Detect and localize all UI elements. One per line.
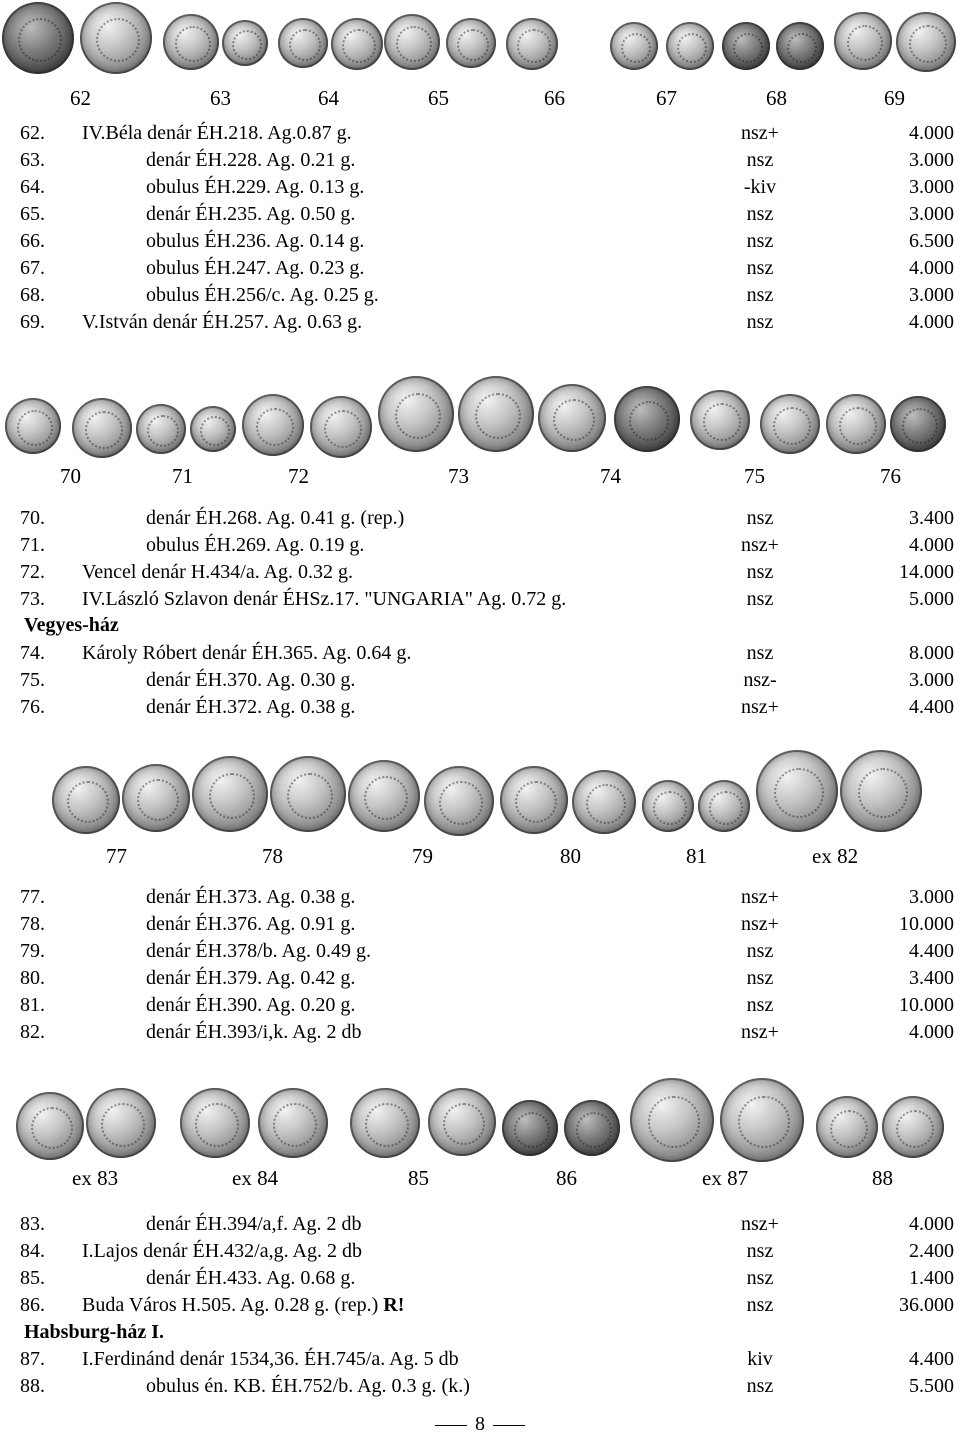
coin-label: 69 xyxy=(884,86,905,110)
coin-image xyxy=(776,22,824,70)
coin-label: 80 xyxy=(560,844,581,868)
coin-image xyxy=(458,376,534,452)
lot-description: denár ÉH.370. Ag. 0.30 g. xyxy=(146,669,356,691)
coin-label: 76 xyxy=(880,464,901,488)
coin-image xyxy=(270,756,346,832)
lot-number: 72. xyxy=(20,561,45,583)
lot-number: 77. xyxy=(20,886,45,908)
coin-label: ex 84 xyxy=(232,1166,279,1190)
lot-price: 4.000 xyxy=(909,257,954,279)
lot-price: 4.400 xyxy=(909,696,954,718)
coin-photo-strip-4 xyxy=(0,1074,960,1164)
page-number: 8 xyxy=(475,1413,485,1435)
coin-image xyxy=(826,394,886,454)
lot-price: 3.000 xyxy=(909,886,954,908)
lot-description: I.Ferdinánd denár 1534,36. ÉH.745/a. Ag. 5 db xyxy=(82,1348,459,1370)
coin-image xyxy=(890,396,946,452)
lot-grade: nsz xyxy=(746,149,774,171)
lot-price: 14.000 xyxy=(899,561,954,583)
coin-image xyxy=(882,1096,944,1158)
coin-photo-strip-3 xyxy=(0,750,960,840)
coin-image xyxy=(310,396,372,458)
lot-grade: nsz xyxy=(746,642,774,664)
lot-price: 1.400 xyxy=(909,1267,954,1289)
section-heading: Habsburg-ház I. xyxy=(24,1321,165,1343)
lot-description: IV.Béla denár ÉH.218. Ag.0.87 g. xyxy=(82,122,352,144)
lot-grade: kiv xyxy=(747,1348,773,1370)
lot-row xyxy=(0,1019,960,1046)
coin-image xyxy=(538,384,606,452)
lot-number: 80. xyxy=(20,967,45,989)
lot-grade: nsz xyxy=(746,230,774,252)
coin-image xyxy=(136,404,186,454)
coin-image xyxy=(896,12,956,72)
coin-image xyxy=(690,390,750,450)
lot-number: 85. xyxy=(20,1267,45,1289)
coin-image xyxy=(163,14,219,70)
coin-image xyxy=(331,18,383,70)
lot-grade: nsz xyxy=(746,561,774,583)
lot-row xyxy=(0,938,960,965)
lot-row xyxy=(0,505,960,532)
coin-label-row-1 xyxy=(0,86,960,114)
lot-number: 83. xyxy=(20,1213,45,1235)
coin-image xyxy=(190,406,236,452)
lot-price: 6.500 xyxy=(909,230,954,252)
lot-grade: nsz xyxy=(746,1375,774,1397)
coin-label: 70 xyxy=(60,464,81,488)
coin-image xyxy=(52,766,120,834)
lot-price: 3.000 xyxy=(909,669,954,691)
coin-label: 64 xyxy=(318,86,339,110)
coin-image xyxy=(348,760,420,832)
coin-label: 74 xyxy=(600,464,621,488)
lot-description: obulus ÉH.256/c. Ag. 0.25 g. xyxy=(146,284,379,306)
coin-label: 78 xyxy=(262,844,283,868)
lot-price: 4.400 xyxy=(909,940,954,962)
lot-grade: nsz+ xyxy=(741,122,779,144)
coin-image xyxy=(614,386,680,452)
coin-image xyxy=(760,394,820,454)
lot-number: 63. xyxy=(20,149,45,171)
coin-image xyxy=(122,764,190,832)
lot-description: denár ÉH.390. Ag. 0.20 g. xyxy=(146,994,356,1016)
lot-number: 64. xyxy=(20,176,45,198)
coin-image xyxy=(816,1096,878,1158)
lot-grade: nsz xyxy=(746,507,774,529)
lot-row xyxy=(0,309,960,336)
coin-image xyxy=(180,1088,250,1158)
lot-row xyxy=(0,694,960,721)
lot-row xyxy=(0,586,960,613)
lot-number: 69. xyxy=(20,311,45,333)
page-footer xyxy=(0,1412,960,1436)
lot-row xyxy=(0,147,960,174)
lot-row xyxy=(0,559,960,586)
coin-label: 62 xyxy=(70,86,91,110)
lot-number: 70. xyxy=(20,507,45,529)
coin-image xyxy=(278,18,328,68)
coin-label: ex 83 xyxy=(72,1166,119,1190)
coin-image xyxy=(242,394,304,456)
coin-label: 67 xyxy=(656,86,677,110)
coin-image xyxy=(720,1078,804,1162)
coin-image xyxy=(72,398,132,458)
coin-image xyxy=(610,22,658,70)
coin-image xyxy=(500,766,568,834)
lot-number: 75. xyxy=(20,669,45,691)
lot-row xyxy=(0,228,960,255)
lot-row xyxy=(0,1265,960,1292)
lot-row xyxy=(0,1238,960,1265)
coin-photo-strip-2 xyxy=(0,372,960,462)
coin-image xyxy=(80,2,152,74)
coin-image xyxy=(698,780,750,832)
lot-row xyxy=(0,120,960,147)
lot-number: 88. xyxy=(20,1375,45,1397)
coin-image xyxy=(378,376,454,452)
lot-row xyxy=(0,174,960,201)
lot-number: 74. xyxy=(20,642,45,664)
lot-grade: nsz xyxy=(746,1240,774,1262)
coin-photo-strip-1 xyxy=(0,0,960,80)
lot-grade: nsz xyxy=(746,203,774,225)
lot-grade: nsz xyxy=(746,1267,774,1289)
coin-label: 66 xyxy=(544,86,565,110)
coin-image xyxy=(834,12,892,70)
lot-number: 68. xyxy=(20,284,45,306)
lot-price: 4.400 xyxy=(909,1348,954,1370)
lot-price: 2.400 xyxy=(909,1240,954,1262)
lot-row xyxy=(0,282,960,309)
lot-price: 3.000 xyxy=(909,203,954,225)
coin-image xyxy=(16,1092,84,1160)
lot-description: denár ÉH.268. Ag. 0.41 g. (rep.) xyxy=(146,507,405,529)
lot-row xyxy=(0,992,960,1019)
lot-description: V.István denár ÉH.257. Ag. 0.63 g. xyxy=(82,311,363,333)
lot-price: 10.000 xyxy=(899,913,954,935)
footer-dash xyxy=(493,1425,525,1426)
coin-image xyxy=(192,756,268,832)
lot-grade: nsz+ xyxy=(741,913,779,935)
lot-grade: nsz xyxy=(746,311,774,333)
coin-image xyxy=(840,750,922,832)
lot-row xyxy=(0,640,960,667)
lot-number: 87. xyxy=(20,1348,45,1370)
coin-image xyxy=(564,1100,620,1156)
lot-price: 36.000 xyxy=(899,1294,954,1316)
lot-number: 65. xyxy=(20,203,45,225)
lot-grade: nsz xyxy=(746,967,774,989)
coin-label: 85 xyxy=(408,1166,429,1190)
coin-label: 75 xyxy=(744,464,765,488)
lot-description: Károly Róbert denár ÉH.365. Ag. 0.64 g. xyxy=(82,642,412,664)
coin-label: 81 xyxy=(686,844,707,868)
coin-image xyxy=(350,1088,420,1158)
lot-row xyxy=(0,532,960,559)
coin-image xyxy=(222,20,268,66)
lot-number: 76. xyxy=(20,696,45,718)
lot-row xyxy=(0,1346,960,1373)
lot-price: 3.000 xyxy=(909,176,954,198)
lot-grade: nsz+ xyxy=(741,534,779,556)
lot-grade: -kiv xyxy=(743,176,777,198)
lot-grade: nsz- xyxy=(743,669,777,691)
coin-image xyxy=(642,780,694,832)
lot-description: denár ÉH.372. Ag. 0.38 g. xyxy=(146,696,356,718)
lot-number: 78. xyxy=(20,913,45,935)
coin-label: 86 xyxy=(556,1166,577,1190)
lot-description xyxy=(82,1292,404,1319)
lot-number: 81. xyxy=(20,994,45,1016)
coin-label: ex 87 xyxy=(702,1166,749,1190)
lot-description: denár ÉH.228. Ag. 0.21 g. xyxy=(146,149,356,171)
lot-description: obulus ÉH.247. Ag. 0.23 g. xyxy=(146,257,365,279)
lot-grade: nsz+ xyxy=(741,696,779,718)
lot-grade: nsz xyxy=(746,1294,774,1316)
coin-label-row-4 xyxy=(0,1166,960,1194)
lot-description: denár ÉH.378/b. Ag. 0.49 g. xyxy=(146,940,371,962)
coin-image xyxy=(5,398,61,454)
lot-price: 4.000 xyxy=(909,1021,954,1043)
lot-grade: nsz+ xyxy=(741,1021,779,1043)
lot-row xyxy=(0,884,960,911)
coin-label: 63 xyxy=(210,86,231,110)
lot-grade: nsz+ xyxy=(741,1213,779,1235)
lot-row xyxy=(0,1292,960,1319)
lot-price: 4.000 xyxy=(909,122,954,144)
lot-number: 86. xyxy=(20,1294,45,1316)
coin-image xyxy=(666,22,714,70)
lot-grade: nsz xyxy=(746,257,774,279)
coin-image xyxy=(86,1088,156,1158)
coin-label: ex 82 xyxy=(812,844,859,868)
lot-number: 66. xyxy=(20,230,45,252)
lot-description: denár ÉH.394/a,f. Ag. 2 db xyxy=(146,1213,362,1235)
lot-description: denár ÉH.235. Ag. 0.50 g. xyxy=(146,203,356,225)
coin-label: 79 xyxy=(412,844,433,868)
lot-grade: nsz+ xyxy=(741,886,779,908)
lot-number: 73. xyxy=(20,588,45,610)
lot-row xyxy=(0,965,960,992)
lot-description: obulus én. KB. ÉH.752/b. Ag. 0.3 g. (k.) xyxy=(146,1375,470,1397)
coin-label: 71 xyxy=(172,464,193,488)
coin-label: 68 xyxy=(766,86,787,110)
coin-image xyxy=(502,1100,558,1156)
lot-grade: nsz xyxy=(746,284,774,306)
lot-description: IV.László Szlavon denár ÉHSz.17. "UNGARIA" Ag. 0.72 g. xyxy=(82,588,567,610)
lot-description: obulus ÉH.269. Ag. 0.19 g. xyxy=(146,534,365,556)
coin-label-row-2 xyxy=(0,464,960,492)
lot-number: 82. xyxy=(20,1021,45,1043)
coin-image xyxy=(446,18,496,68)
lot-grade: nsz xyxy=(746,588,774,610)
lot-row xyxy=(0,1373,960,1400)
coin-image xyxy=(722,22,770,70)
lot-price: 5.500 xyxy=(909,1375,954,1397)
lot-number: 71. xyxy=(20,534,45,556)
lot-description: denár ÉH.433. Ag. 0.68 g. xyxy=(146,1267,356,1289)
lot-description: denár ÉH.373. Ag. 0.38 g. xyxy=(146,886,356,908)
coin-image xyxy=(424,766,494,836)
coin-image xyxy=(630,1078,714,1162)
lot-description: Vencel denár H.434/a. Ag. 0.32 g. xyxy=(82,561,354,583)
lot-price: 8.000 xyxy=(909,642,954,664)
lot-price: 3.000 xyxy=(909,149,954,171)
lot-description: I.Lajos denár ÉH.432/a,g. Ag. 2 db xyxy=(82,1240,362,1262)
lot-grade: nsz xyxy=(746,994,774,1016)
coin-label-row-3 xyxy=(0,844,960,872)
lot-description: obulus ÉH.236. Ag. 0.14 g. xyxy=(146,230,365,252)
lot-price: 4.000 xyxy=(909,1213,954,1235)
lot-row xyxy=(0,1211,960,1238)
lot-description: obulus ÉH.229. Ag. 0.13 g. xyxy=(146,176,365,198)
lot-grade: nsz xyxy=(746,940,774,962)
lot-price: 10.000 xyxy=(899,994,954,1016)
coin-image xyxy=(428,1088,496,1156)
lot-row xyxy=(0,255,960,282)
coin-label: 65 xyxy=(428,86,449,110)
coin-label: 88 xyxy=(872,1166,893,1190)
lot-description: denár ÉH.379. Ag. 0.42 g. xyxy=(146,967,356,989)
lot-description: denár ÉH.393/i,k. Ag. 2 db xyxy=(146,1021,362,1043)
section-heading: Vegyes-ház xyxy=(24,614,119,636)
lot-description-text: Buda Város H.505. Ag. 0.28 g. (rep.) xyxy=(82,1294,379,1316)
rarity-mark: R! xyxy=(383,1294,405,1316)
coin-image xyxy=(384,14,440,70)
lot-number: 84. xyxy=(20,1240,45,1262)
footer-dash xyxy=(435,1425,467,1426)
lot-price: 3.000 xyxy=(909,284,954,306)
lot-price: 5.000 xyxy=(909,588,954,610)
lot-price: 4.000 xyxy=(909,311,954,333)
coin-image xyxy=(756,750,838,832)
coin-label: 72 xyxy=(288,464,309,488)
lot-row xyxy=(0,201,960,228)
lot-price: 3.400 xyxy=(909,967,954,989)
coin-image xyxy=(258,1088,328,1158)
lot-row xyxy=(0,667,960,694)
coin-label: 73 xyxy=(448,464,469,488)
coin-image xyxy=(2,2,74,74)
coin-image xyxy=(506,18,558,70)
lot-price: 4.000 xyxy=(909,534,954,556)
lot-row xyxy=(0,911,960,938)
coin-image xyxy=(572,770,636,834)
lot-description: denár ÉH.376. Ag. 0.91 g. xyxy=(146,913,356,935)
lot-number: 79. xyxy=(20,940,45,962)
lot-number: 62. xyxy=(20,122,45,144)
coin-label: 77 xyxy=(106,844,127,868)
lot-number: 67. xyxy=(20,257,45,279)
lot-price: 3.400 xyxy=(909,507,954,529)
